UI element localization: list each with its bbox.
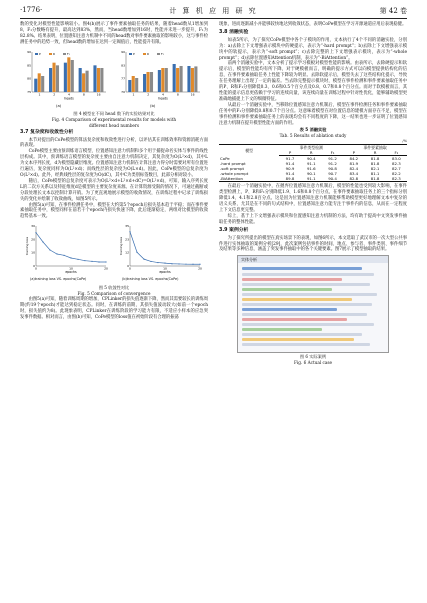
paragraph: 在最后一个消融实验中，在拋弃位置感知注意力机制后，模型的性能也受到较大影响，在事件类型检测上，P、R和F₁分别降低1.9、1.6和0.8个百分点，在事件要素抽取任务上的三个指标分别降低1.4、4.1和2.8百分点。这是因为位置感知注意力机制能够帮助模型更好地理解文本中复杂的语义关系，尤其是在不同的句式结构中，位置感知注意力能专注于事件内的信息，从而在一定程度上下文信息更完整。 — [219, 184, 407, 214]
figure-4 — [20, 48, 208, 110]
table-cell: 90.8 — [328, 166, 337, 172]
bar — [132, 76, 135, 92]
paragraph: 如表5所示，为了探究CoPe模型中各个子模块的作用，文本执行了4个不同的消融实验，分别为：a)去除上下文增强表示模块中的硬提示，表示为“-hard prompt”；b)去除上下文增强表示模块中的软提示，表示为“-soft prompt”；c)去除完整的上下文增强表示模块，表示为“-whole prompt”；d)去除位置感知Attention机制，表示为“-BiAttention”。 — [219, 37, 407, 61]
legend-label: F₁ — [67, 51, 70, 56]
case-line — [242, 298, 352, 301]
x-tick-label: 8 — [82, 92, 85, 97]
x-tick-label: 1 — [132, 92, 135, 97]
table-header-model: 模型 — [219, 145, 279, 156]
legend-swatch — [35, 53, 38, 55]
table-header-group: 事件类型检测 — [279, 145, 343, 151]
ablation-table — [219, 144, 407, 182]
case-line — [242, 333, 362, 336]
case-screenshot — [237, 255, 389, 353]
header-rule — [20, 18, 407, 19]
table-cell-model: -soft prompt — [220, 166, 245, 172]
volume-label: 第 42 卷 — [379, 7, 407, 15]
bar — [100, 68, 103, 92]
case-line — [242, 323, 374, 326]
y-axis-label: training loss — [119, 237, 123, 256]
data-point — [150, 261, 151, 262]
table-header-cell: P — [279, 150, 300, 156]
paragraph: 随后，CoPe模型的总复杂度可表示为O(L²×d+L²×d+dC)=O(L²×d)，可知，输入序列长度L的二次方关系以及特征维度d是模型的主要复杂度来源。在计算资源受限的情况下，可通过截断或分段处理长文本以控制计算开销。为了更直观地展示模型的收敛情况，在训练过程中记录了训练损失的变化并绘制了收敛曲线，如图5所示。 — [20, 178, 208, 202]
paragraph: 由图5(a)可知，随着训练周期的增加，CPLinker的损失值逐渐下降，然而其需要较长的训练周期(约19个epoch)才能达到稳定状态。同时，在训练的前期，其损失值波动较大(如前一个epoch时，损失值约为8)。此现象表明，CPLinker在训练阶段的学习能力有限，不适应小样本的应急突发事件数据。相对而言，由图(b)可知，CoPe模型的loss值在初始阶段有合理的振荡 — [20, 297, 209, 320]
x-tick-label: 16 — [96, 92, 101, 97]
case-line — [242, 318, 347, 321]
data-point — [164, 263, 165, 264]
data-point — [77, 259, 78, 260]
case-line — [242, 288, 332, 291]
table-cell: 91.7 — [285, 156, 295, 162]
case-line — [242, 283, 370, 286]
paragraph: 数的变化对模型性能影响较小。图4(b)展示了事件要素抽取任务的结果，随着head数从1增加到8，F₁分数略有提升，最高达到83%，然而，当head数增加到16时，性能并未进一步提升，F₁为82.8%。结果表明，位置感知注意力机制中不同的head数对事件要素抽取的影响较小，这与事件检测任务中的趋势一致，但head数的增加在达到一定阈值后，性能提升有限。 — [20, 22, 208, 45]
data-point — [35, 232, 36, 233]
table-cell: 82.7 — [392, 166, 401, 172]
legend-swatch — [129, 53, 132, 55]
x-tick-label: 10 — [69, 266, 73, 271]
y-tick-label: 77 — [121, 76, 125, 81]
table-cell: 90.4 — [322, 176, 343, 182]
fig5b-label: (b)training loss VS. epochs(CoPe) — [122, 277, 179, 282]
bar — [176, 68, 179, 92]
section-heading: 3.8 消融实验 — [219, 30, 249, 36]
case-line — [242, 338, 354, 341]
table-cell: 90.7 — [328, 171, 337, 177]
paragraph: 从最后一个消融实验中，当移除位置感知注意力机制后，模型在事件检测任务和事件要素抽取任务中的F₁分别降低0.8和0.7个百分点。这意味着模型在对位置信息的建模方面存在不足，模型在事件检测和事件要素抽取任务上的表现均会有不同程度的下降，这一结果也进一步证明了位置感知注意力机制在提升模型性能方面的作用。 — [219, 102, 407, 126]
x-tick-label: 1 — [38, 92, 41, 97]
bar — [56, 65, 59, 92]
data-point — [199, 264, 200, 265]
table-cell: 84.2 — [349, 156, 359, 162]
data-point — [91, 261, 92, 262]
bar — [64, 62, 67, 91]
fig5-caption-en: Fig. 5 Comparison of convergence — [77, 291, 151, 297]
table-cell-model: -BiAttention — [219, 176, 279, 182]
table-cell: 81.1 — [370, 171, 380, 177]
table-cell: 91.1 — [301, 176, 322, 182]
y-tick-label: 10 — [31, 250, 35, 255]
table-cell: 83.4 — [349, 171, 359, 177]
data-point — [63, 255, 64, 256]
fig5-charts — [20, 222, 208, 284]
bar — [150, 72, 153, 92]
y-tick-label: 35 — [125, 224, 129, 229]
case-line — [242, 308, 337, 311]
section-heading: 3.9 案例分析 — [219, 228, 249, 234]
right-column — [219, 22, 407, 366]
data-point — [105, 262, 106, 263]
table-cell: 91.4 — [285, 161, 295, 167]
x-tick-label: 4 — [68, 92, 70, 97]
bar — [52, 62, 55, 91]
table-cell: 82.3 — [392, 161, 401, 167]
y-tick-label: 70 — [121, 89, 125, 94]
legend-label: P — [39, 51, 41, 56]
x-axis-label: heads — [158, 96, 168, 101]
page-number: ·1776· — [20, 6, 43, 14]
table-cell: 91.4 — [285, 171, 295, 177]
paragraph: 前两个消融实验中，文本分析了提示学习模板对模型性能的影响。由表所示，去除硬提示和软提示后，模型的性能均有所下降，对于硬模板而言，明确的提示方式可以向模型提供结构化的信息，在事件要素抽取任务上性能下降较为明显。去除软提示后，模型失去了这些结构化提示，导致在任务理解上出现了一定的偏差。当去除完整提示模块时，模型在事件检测和事件要素抽取任务中的P、R和F₁分别降低0.3、0.6和0.5个百分点及0.8、0.7和0.8个百分点。而对于软模板而言，其性能的提示信息更依赖于学习的连续向量，该连续向量在训练过程中针对性优化，能够辅助模型更准确地捕捉上下文的细微特征。 — [219, 61, 407, 102]
journal-title: 计 算 机 应 用 研 究 — [169, 7, 258, 15]
table-cell: 82.1 — [370, 166, 380, 172]
fig4a-bar-chart — [27, 50, 106, 100]
bar — [38, 73, 41, 92]
legend-label: P — [133, 51, 135, 56]
bar — [93, 65, 96, 92]
case-line — [242, 313, 367, 316]
y-tick-label: 90 — [27, 49, 31, 54]
table-cell: 91.2 — [328, 156, 337, 162]
bar — [143, 74, 146, 92]
paragraph: 综上，基于上下文增强表示模块和位置感知注意力机制的方法，均有助于提高中文突发事件抽取任务的整体性能。 — [219, 213, 407, 225]
table-cell: 91.2 — [328, 161, 337, 167]
y-axis-label: training loss — [25, 237, 29, 256]
legend-swatch — [157, 53, 160, 55]
paragraph: 由图5(a)可知，在事件检测任务中，模型在大约第5个epoch后损失基本趋于平稳；而在事件要素抽取任务中，模型同样在前若干个epoch内损失快速下降，此后逐渐稳定，两组对比模型的收敛趋势基本一致。 — [20, 202, 208, 220]
legend-label: R — [147, 51, 149, 56]
bar — [187, 66, 190, 92]
section-heading: 3.7 复杂度和收敛性分析 — [20, 130, 74, 136]
bar — [158, 70, 161, 92]
table-cell-model: -hard prompt — [220, 161, 246, 167]
table-header-cell: F₁ — [322, 150, 343, 156]
data-point — [49, 250, 50, 251]
case-title-bar: 实体分析 — [238, 256, 388, 263]
fig4b-bar-chart — [121, 50, 200, 100]
bar — [194, 66, 197, 92]
bar — [173, 64, 176, 92]
data-point — [84, 260, 85, 261]
bar — [128, 80, 131, 92]
bar — [86, 70, 89, 91]
bar — [97, 68, 100, 92]
x-tick-label: 4 — [162, 92, 164, 97]
x-tick-label: 20 — [104, 266, 108, 271]
table-cell: 82.2 — [392, 171, 401, 177]
case-line — [242, 273, 374, 276]
table-cell: 81.8 — [370, 161, 380, 167]
paragraph: 为了探究所提出的模型在真实场景下的表现，如图6所示，本文选取了武汉市的一次大型公共事件进行实体抽取的案例分析[29]，此次案例包括事件的时间、地点、参与者、事件类别、事件细节及结果等多种信息，涵盖了突发事件抽取中的各个关键要素。图7展示了模型抽取的结果。 — [219, 235, 407, 253]
data-point — [157, 262, 158, 263]
table-cell: 91.1 — [306, 161, 316, 167]
data-point — [129, 231, 130, 232]
x-axis-label: epochs — [159, 270, 171, 275]
bar — [49, 68, 52, 92]
bar — [79, 68, 82, 92]
y-tick-label: 0 — [33, 264, 35, 269]
x-tick-label: 2 — [147, 92, 150, 97]
table5-caption-cn: 表 5 消融实验 — [299, 127, 327, 133]
table-cell: 82.8 — [343, 176, 364, 182]
fig5b-line-chart — [119, 224, 202, 274]
table5-unit: /% — [402, 139, 407, 144]
table-cell: 91.6 — [306, 166, 316, 172]
bar — [191, 68, 194, 92]
table-cell: 81.9 — [349, 161, 359, 167]
fig5a-label: (a)training loss VS. epochs(CoPe) — [30, 277, 87, 282]
paragraph: CoPe模型主要由预训练语言模型、位置感知注意力机制和多个用于捕捉命名实体与事件的线性层构成。其中，预训练语言模型的复杂度主要由自注意力机制决定，其复杂度为O(L²×d)，其中L为文本序列长度，d为模型隐藏层维度。位置感知注意力机制在计算注意力得分时需要对所有位置进行遍历，复杂度同样为O(L²×d)；而线性层的复杂度为O(L×d)。因此，CoPe模型的总复杂度为O(L²×d)。此外，经典线性层的复杂度为O(dC)，其中C为类别标签数目，此部分相对较小。 — [20, 149, 208, 178]
table-cell: 90.1 — [306, 171, 316, 177]
x-tick-label: 20 — [198, 266, 202, 271]
y-tick-label: 85 — [27, 62, 31, 67]
case-line — [242, 278, 342, 281]
paragraph: 本节对提出的CoPe模型的算法复杂度和收敛性进行分析，以评估其在训练效率和资源消耗方面的表现。 — [20, 137, 208, 149]
table-header-cell: R — [301, 150, 322, 156]
data-point — [143, 259, 144, 260]
legend-label: F₁ — [161, 51, 164, 56]
bar — [34, 78, 37, 91]
table-cell: 89.8 — [279, 176, 300, 182]
legend-swatch — [63, 53, 66, 55]
case-line — [242, 328, 322, 331]
table-cell: 90.4 — [306, 156, 316, 162]
x-tick-label: 8 — [176, 92, 179, 97]
bar — [165, 68, 168, 92]
fig6-caption-en: Fig. 6 Actual case — [294, 360, 332, 366]
figure-5 — [20, 222, 208, 284]
table-cell-model: -whole prompt — [220, 171, 249, 177]
y-tick-label: 20 — [31, 237, 35, 242]
y-tick-label: 83 — [121, 62, 125, 67]
fig6-caption-cn: 图 6 实际案例 — [299, 354, 327, 360]
data-point — [185, 264, 186, 265]
fig5a-line-chart — [25, 224, 108, 274]
bar — [71, 60, 74, 92]
x-tick-label: 0 — [129, 266, 131, 271]
fig4-caption-en-2: different head numbers — [88, 122, 140, 128]
data-point — [192, 264, 193, 265]
case-line — [242, 267, 362, 270]
y-tick-label: 80 — [27, 76, 31, 81]
running-header — [20, 6, 407, 18]
table5-caption-en: Tab. 5 Results of ablation study — [279, 133, 347, 139]
legend-swatch — [49, 53, 52, 55]
case-line — [242, 293, 377, 296]
case-line — [242, 303, 372, 306]
y-tick-label: 75 — [27, 89, 31, 94]
data-point — [42, 242, 43, 243]
x-tick-label: 16 — [190, 92, 195, 97]
table-cell-model: CoPe — [220, 156, 230, 162]
table-cell: 90.9 — [285, 166, 295, 172]
x-tick-label: 2 — [53, 92, 56, 97]
table-cell: 82.3 — [386, 176, 407, 182]
bar — [41, 76, 44, 92]
x-tick-label: 10 — [163, 266, 167, 271]
fig4-caption-cn: 图 4 模型在不同 head 数下的实验结果对比 — [73, 110, 155, 116]
table-header-cell: P — [343, 150, 364, 156]
data-point — [98, 262, 99, 263]
data-point — [56, 254, 57, 255]
left-column — [20, 22, 208, 321]
fig4b-label: (b) — [150, 102, 156, 108]
data-point — [136, 252, 137, 253]
y-tick-label: 90 — [121, 49, 125, 54]
bar — [67, 57, 70, 92]
table-cell: 81.8 — [370, 156, 380, 162]
x-axis-label: heads — [64, 96, 74, 101]
fig5-caption-cn: 图 5 收敛性对比 — [98, 285, 130, 291]
y-tick-label: 0 — [127, 264, 129, 269]
legend-swatch — [143, 53, 146, 55]
data-point — [171, 263, 172, 264]
table-cell: 82.4 — [349, 166, 359, 172]
case-line — [242, 343, 370, 346]
table-cell: 83.0 — [392, 156, 401, 162]
data-point — [178, 264, 179, 265]
table-header-cell: R — [364, 150, 385, 156]
bar — [180, 66, 183, 92]
bar — [146, 72, 149, 92]
x-axis-label: epochs — [65, 270, 77, 275]
bar — [161, 68, 164, 92]
y-tick-label: 30 — [31, 224, 35, 229]
legend-label: R — [53, 51, 55, 56]
bar — [82, 73, 85, 92]
table-cell: 81.8 — [364, 176, 385, 182]
y-tick-label: 12 — [125, 250, 129, 255]
fig4-caption-en-1: Fig. 4 Comparison of experimental results for models with — [51, 116, 177, 122]
table-header-group: 事件要素抽取 — [343, 145, 407, 151]
table-header-cell: F₁ — [386, 150, 407, 156]
fig4-charts — [20, 48, 208, 110]
data-point — [70, 258, 71, 259]
paragraph: 现象，进而逐渐减小并能够较快地达到收敛状态，表明CoPe模型在学习开源通道应用后表现稳健。 — [219, 22, 407, 27]
bar — [135, 78, 138, 92]
x-tick-label: 0 — [35, 266, 37, 271]
table-row — [219, 176, 407, 182]
y-tick-label: 23 — [125, 237, 129, 242]
series-line — [130, 232, 200, 265]
fig4a-label: (a) — [56, 102, 62, 108]
